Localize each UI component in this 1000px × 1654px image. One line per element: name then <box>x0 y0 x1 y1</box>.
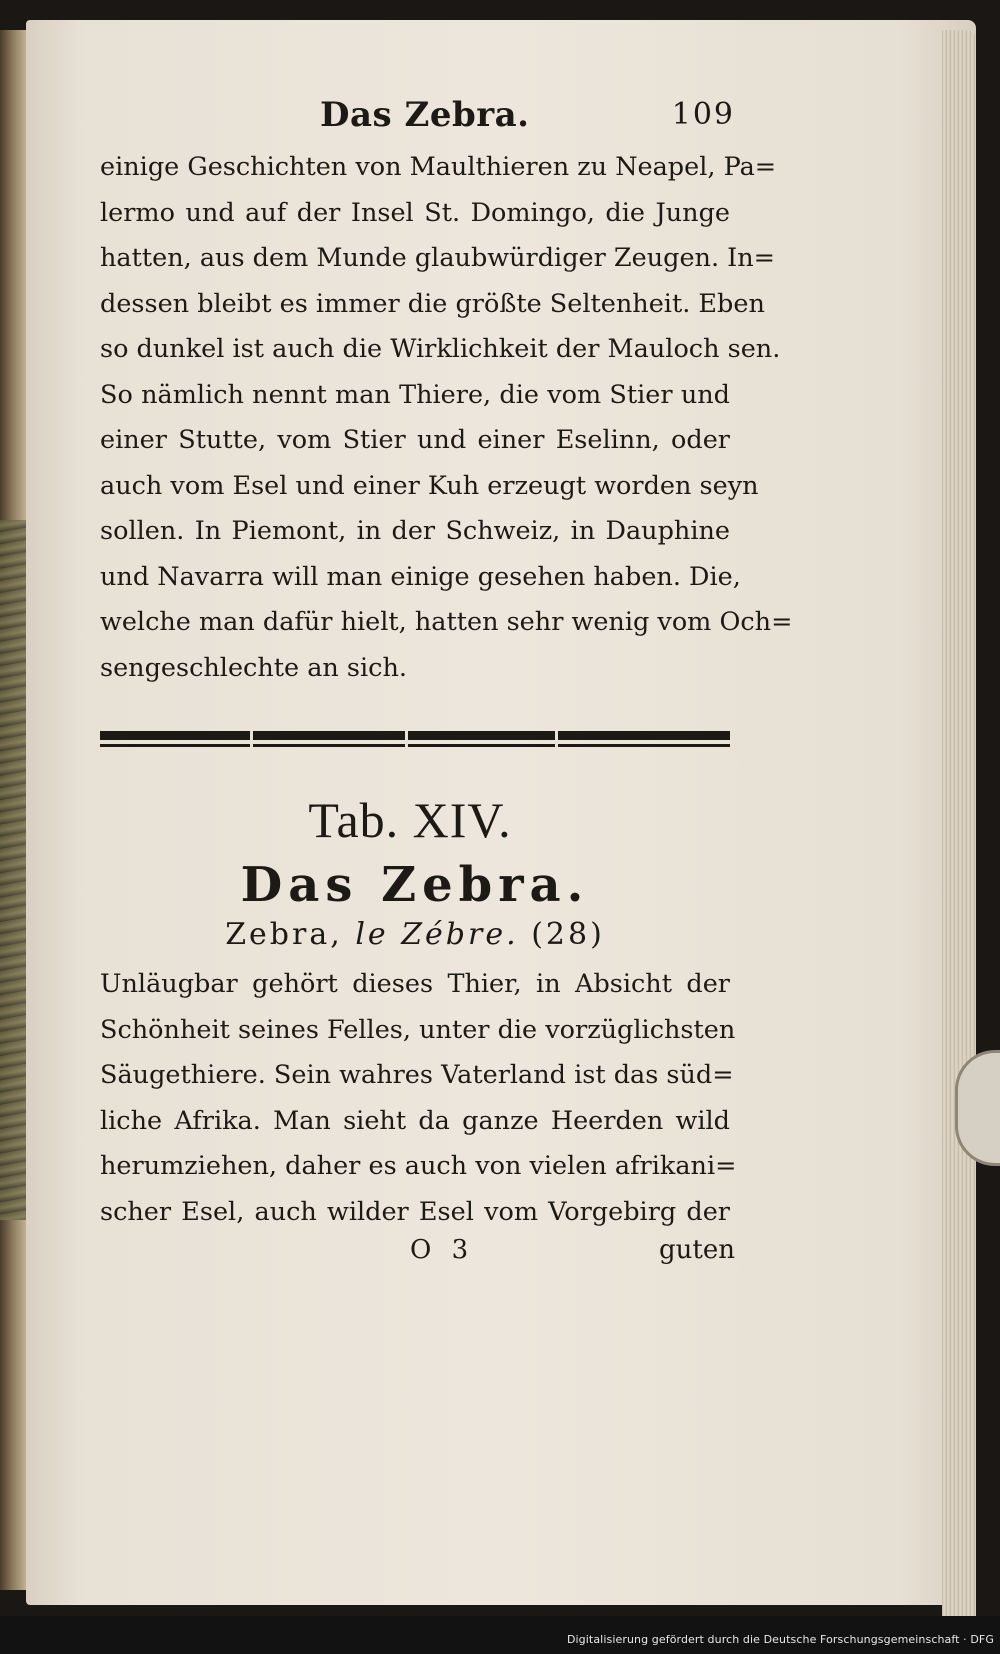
text-line: sollen. In Piemont, in der Schweiz, in Dauphine <box>100 516 730 546</box>
page-text <box>100 95 793 1280</box>
section-divider-rule <box>100 731 730 749</box>
text-line: einige Geschichten von Maulthieren zu Neapel, Pa= <box>100 152 777 182</box>
text-line: scher Esel, auch wilder Esel vom Vorgebirg der <box>100 1196 730 1227</box>
catchline <box>100 1235 735 1280</box>
text-line: liche Afrika. Man sieht da ganze Heerden wild <box>100 1105 730 1136</box>
text-line: einer Stutte, vom Stier und einer Eselinn, oder <box>100 425 730 455</box>
section-subtitle <box>100 917 730 952</box>
text-line: herumziehen, daher es auch von vielen afrikani= <box>100 1151 737 1181</box>
text-line: hatten, aus dem Munde glaubwürdiger Zeugen. In= <box>100 243 776 273</box>
text-line: Unläugbar gehört dieses Thier, in Absicht der <box>100 969 730 999</box>
text-line: lermo und auf der Insel St. Domingo, die Junge <box>100 197 730 228</box>
subtitle-french: le Zébre. <box>355 917 519 952</box>
text-line: auch vom Esel und einer Kuh erzeugt worden seyn <box>100 470 759 501</box>
text-line: dessen bleibt es immer die größte Seltenheit. Eben <box>100 288 765 319</box>
footnote-reference: (28) <box>531 917 605 952</box>
text-line: sengeschlechte an sich. <box>100 652 407 683</box>
text-line: Schönheit seines Felles, unter die vorzüglichsten <box>100 1014 736 1045</box>
signature-mark: O 3 <box>410 1235 475 1265</box>
text-line: So nämlich nennt man Thiere, die vom Stier und <box>100 379 730 410</box>
running-title: Das Zebra. <box>320 95 530 135</box>
text-line: welche man dafür hielt, hatten sehr wenig vom Och= <box>100 607 793 637</box>
section-title: Das Zebra. <box>240 857 590 913</box>
thumb-tab <box>955 1050 1000 1166</box>
running-head <box>100 95 735 145</box>
text-line: und Navarra will man einige gesehen haben. Die, <box>100 561 741 592</box>
catchword: guten <box>659 1235 735 1265</box>
left-plate-illustration-edge <box>0 520 26 1220</box>
plate-number-heading: Tab. XIV. <box>308 792 512 848</box>
text-line: Säugethiere. Sein wahres Vaterland ist das süd= <box>100 1060 734 1090</box>
footer-bar <box>0 1616 1000 1654</box>
page-stack-edge <box>942 30 976 1630</box>
funding-credit: Digitalisierung gefördert durch die Deutsche Forschungsgemeinschaft · DFG <box>566 1633 994 1646</box>
page-number: 109 <box>671 97 735 132</box>
subtitle-latin: Zebra, <box>225 917 343 952</box>
text-line: so dunkel ist auch die Wirklichkeit der Mauloch sen. <box>100 334 781 364</box>
